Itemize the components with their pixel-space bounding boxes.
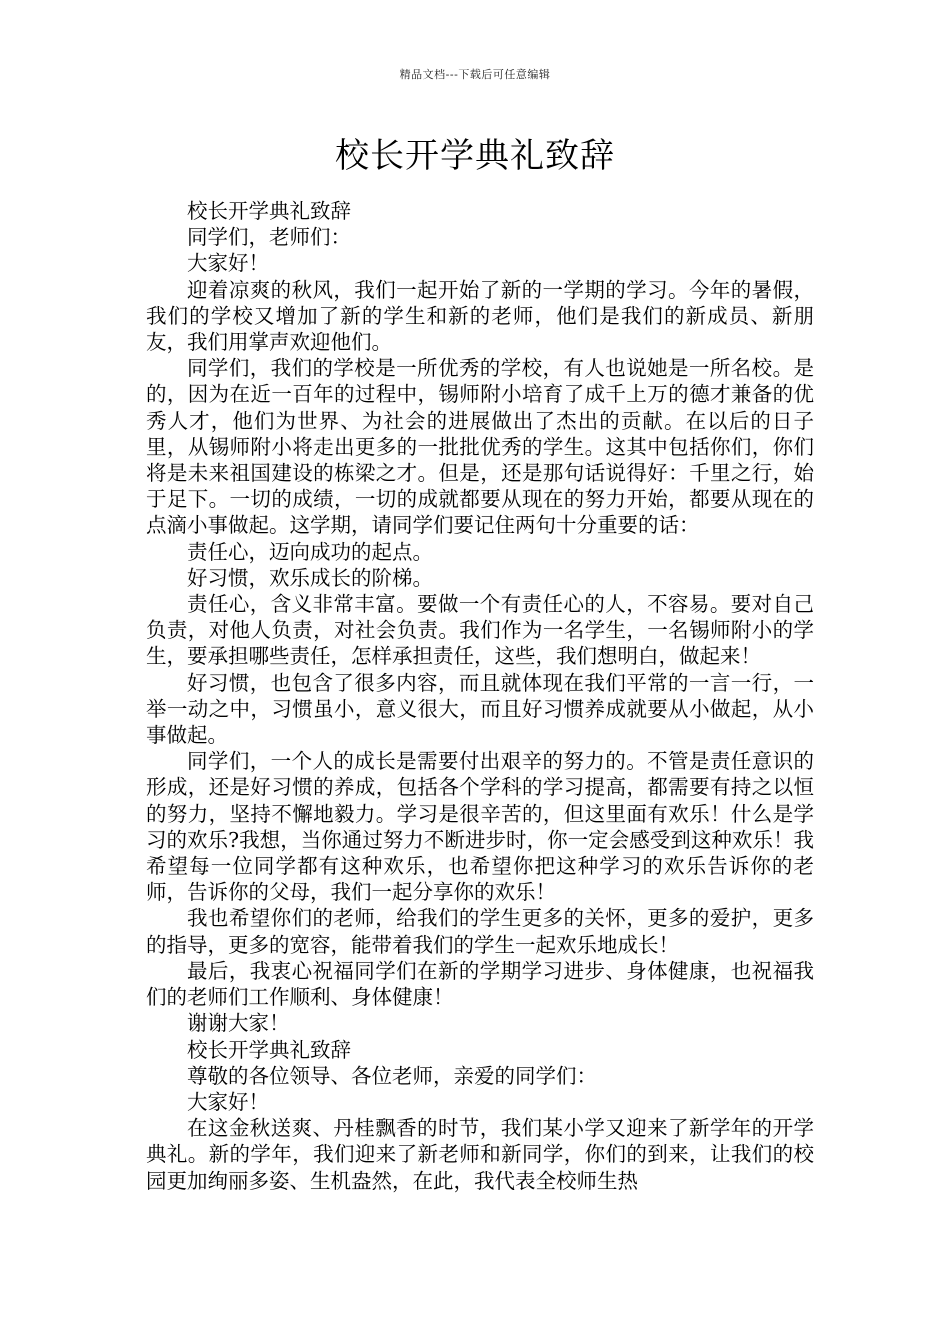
paragraph: 同学们，老师们： — [187, 225, 351, 250]
paragraph: 好习惯，也包含了很多内容，而且就体现在我们平常的一言一行，一举一动之中，习惯虽小，意义很大，而且好习惯养成就要从小做起，从小事做起。 — [146, 670, 814, 748]
paragraph: 最后，我衷心祝福同学们在新的学期学习进步、身体健康，也祝福我们的老师们工作顺利、身体健康！ — [146, 958, 814, 1010]
paragraph: 好习惯，欢乐成长的阶梯。 — [187, 565, 433, 590]
paragraph: 我也希望你们的老师，给我们的学生更多的关怀，更多的爱护，更多的指导，更多的宽容，能带着我们的学生一起欢乐地成长！ — [146, 906, 814, 957]
paragraph: 校长开学典礼致辞 — [187, 1037, 351, 1062]
paragraph: 大家好！ — [187, 1089, 269, 1114]
paragraph: 责任心，含义非常丰富。要做一个有责任心的人，不容易。要对自己负责，对他人负责，对社会负责。我们作为一名学生，一名锡师附小的学生，要承担哪些责任，怎样承担责任，这些，我们想明白，做起来！ — [146, 592, 814, 669]
document-title: 校长开学典礼致辞 — [335, 136, 615, 176]
paragraph: 校长开学典礼致辞 — [187, 199, 351, 223]
paragraph: 尊敬的各位领导、各位老师，亲爱的同学们： — [187, 1063, 597, 1088]
paragraph: 同学们，我们的学校是一所优秀的学校，有人也说她是一所名校。是的，因为在近一百年的过程中，锡师附小培育了成千上万的德才兼备的优秀人才，他们为世界、为社会的进展做出了杰出的贡献。在以后的日子里，从锡师附小将走出更多的一批批优秀的学生。这其中包括你们，你们将是未来祖国建设的栋梁之才。但是，还是那句话说得好：千里之行，始于足下。一切的成绩，一切的成就都要从现在的努力开始，都要从现在的点滴小事做起。这学期，请同学们要记住两句十分重要的话： — [146, 356, 814, 538]
paragraph: 谢谢大家！ — [187, 1011, 290, 1036]
paragraph: 迎着凉爽的秋风，我们一起开始了新的一学期的学习。今年的暑假，我们的学校又增加了新的学生和新的老师，他们是我们的新成员、新朋友，我们用掌声欢迎他们。 — [146, 277, 814, 355]
paragraph: 同学们，一个人的成长是需要付出艰辛的努力的。不管是责任意识的形成，还是好习惯的养成，包括各个学科的学习提高，都需要有持之以恒的努力，坚持不懈地毅力。学习是很辛苦的，但这里面有欢乐！什么是学习的欢乐?我想，当你通过努力不断进步时，你一定会感受到这种欢乐！我希望每一位同学都有这种欢乐，也希望你把这种学习的欢乐告诉你的老师，告诉你的父母，我们一起分享你的欢乐！ — [146, 749, 814, 905]
paragraph: 责任心，迈向成功的起点。 — [187, 539, 433, 564]
paragraph: 在这金秋送爽、丹桂飘香的时节，我们某小学又迎来了新学年的开学典礼。新的学年，我们迎来了新老师和新同学，你们的到来，让我们的校园更加绚丽多姿、生机盎然，在此，我代表全校师生热 — [146, 1116, 814, 1193]
paragraph: 大家好！ — [187, 251, 269, 276]
document-body — [146, 198, 814, 1194]
header-note: 精品文档---下载后可任意编辑 — [399, 68, 551, 81]
